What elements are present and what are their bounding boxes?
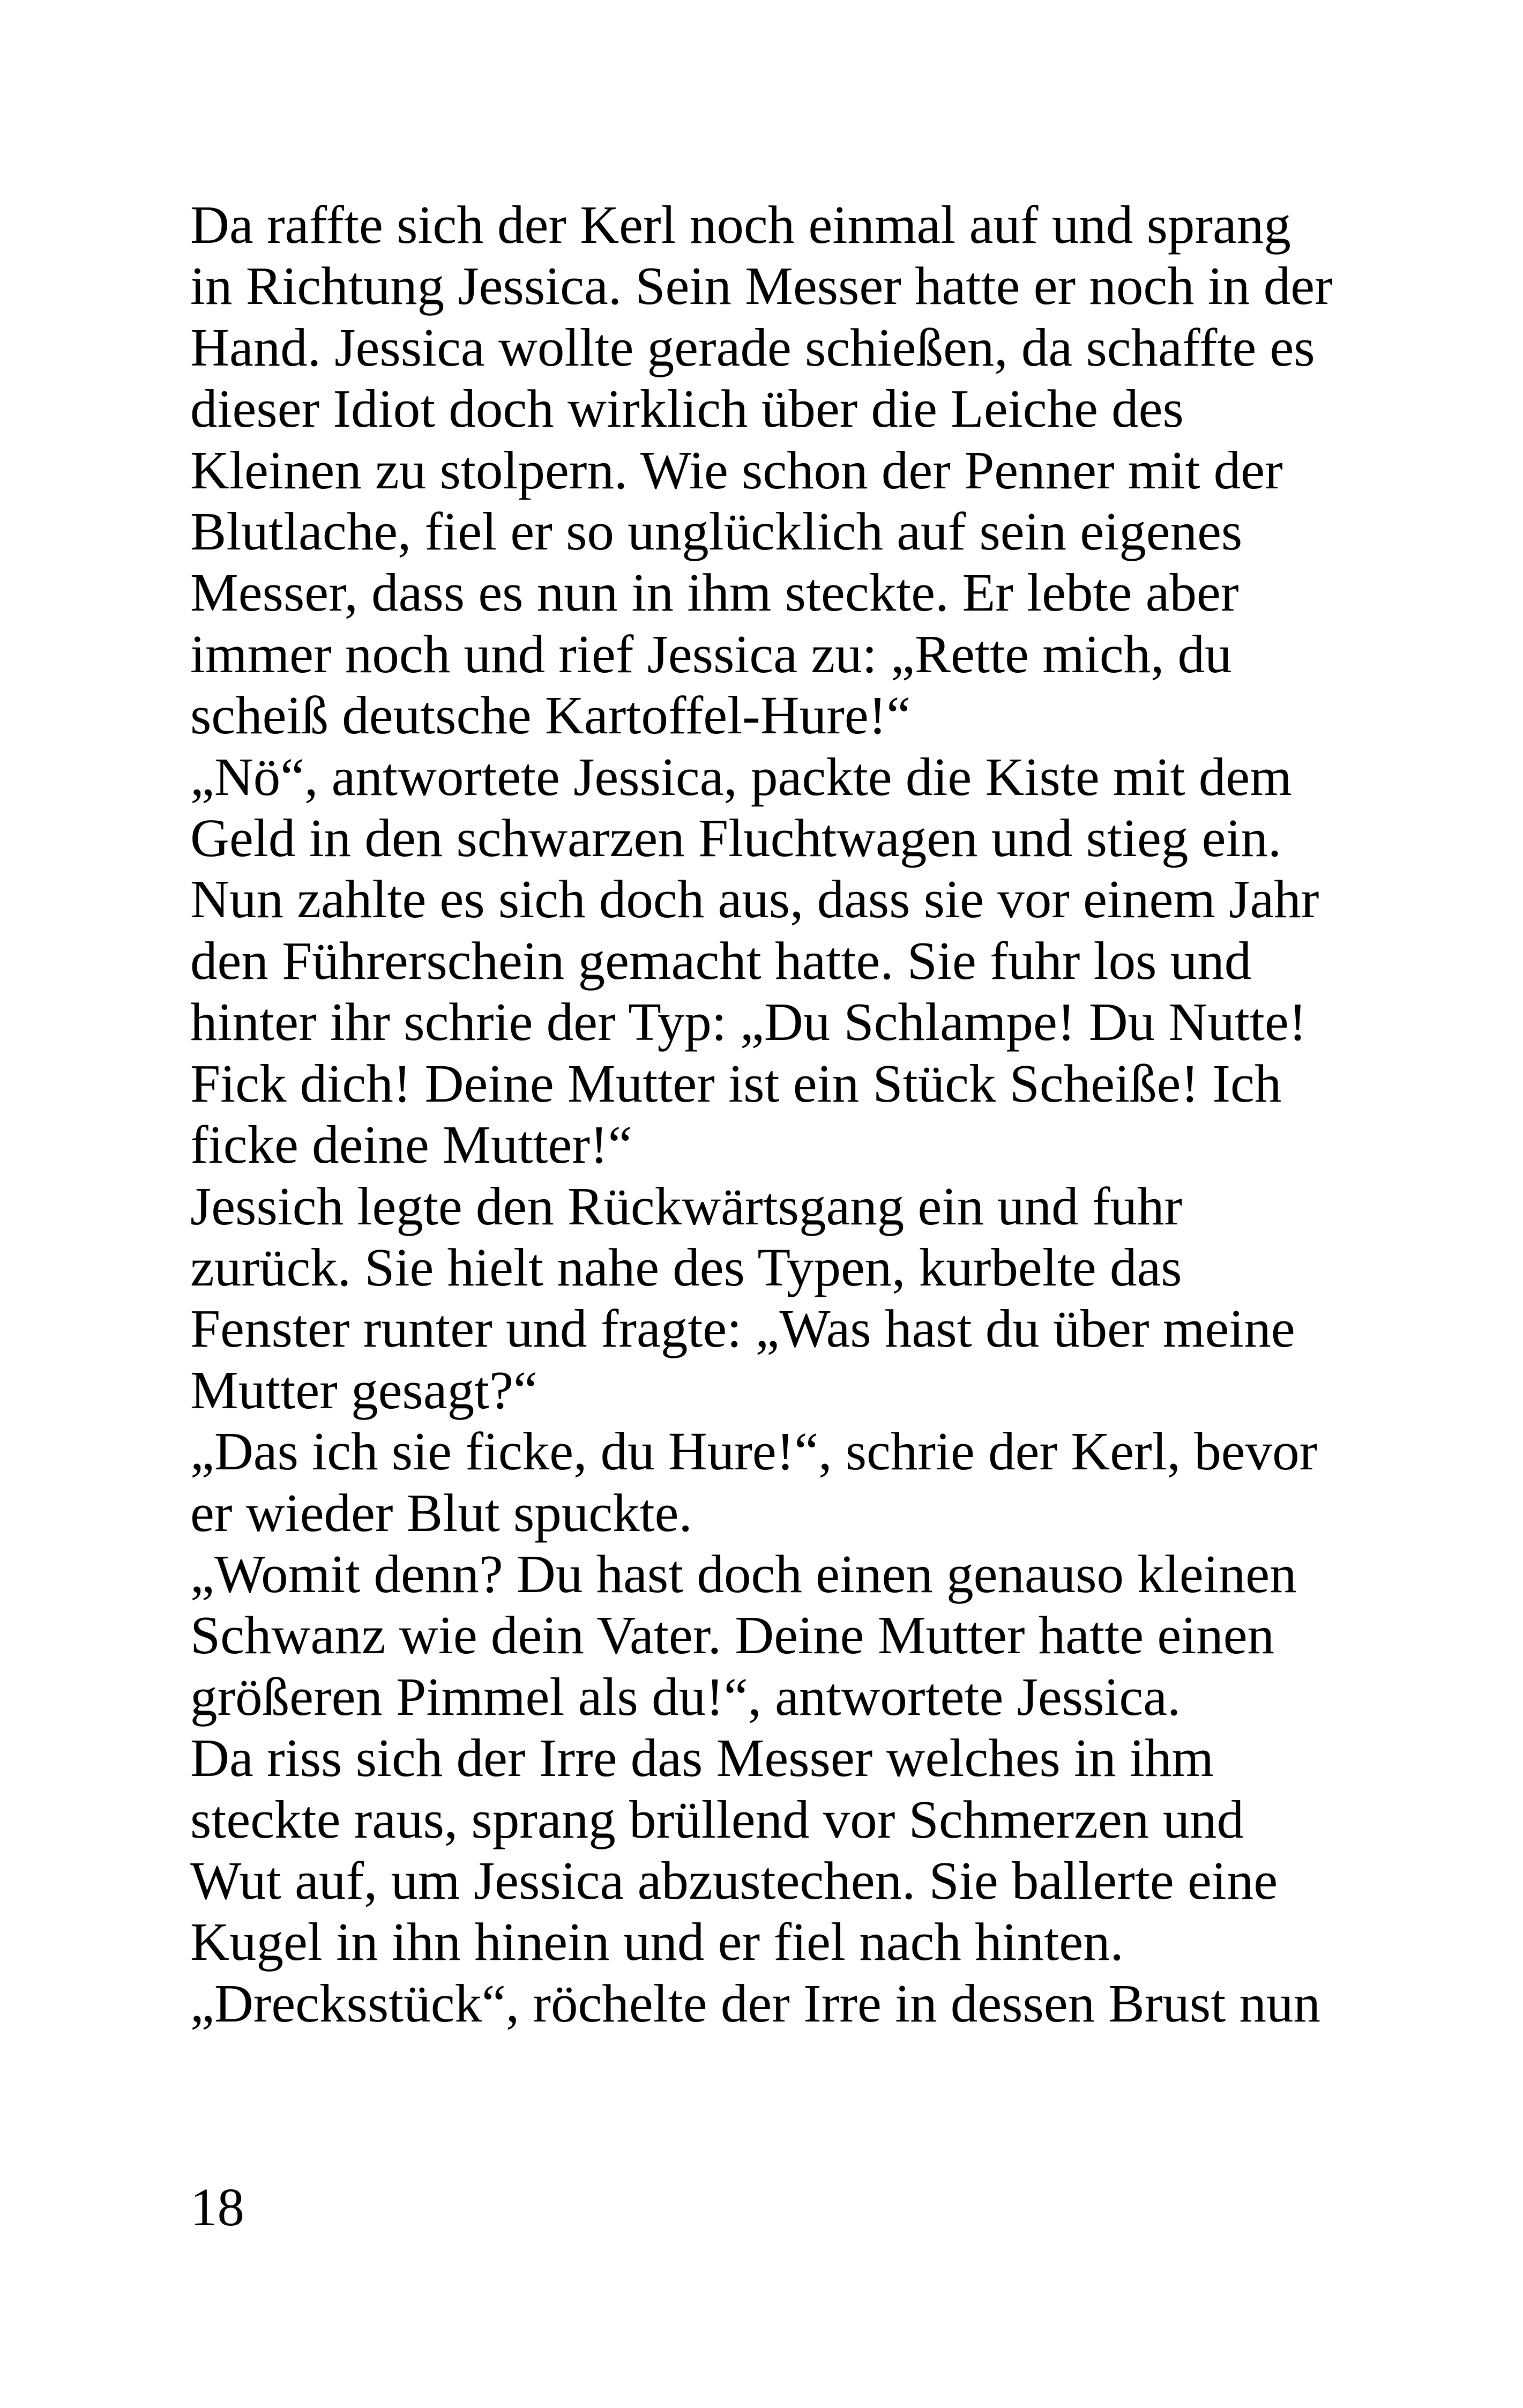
text-line: Fenster runter und fragte: „Was hast du über meine bbox=[190, 1298, 1295, 1359]
text-line: Wut auf, um Jessica abzustechen. Sie ballerte eine bbox=[190, 1850, 1278, 1911]
text-line: er wieder Blut spuckte. bbox=[190, 1482, 692, 1543]
text-line: steckte raus, sprang brüllend vor Schmerzen und bbox=[190, 1789, 1244, 1849]
text-line: „Womit denn? Du hast doch einen genauso kleinen bbox=[190, 1543, 1297, 1604]
text-line: den Führerschein gemacht hatte. Sie fuhr los und bbox=[190, 930, 1252, 991]
text-line: Kleinen zu stolpern. Wie schon der Penner mit der bbox=[190, 440, 1283, 500]
text-line: Kugel in ihn hinein und er fiel nach hinten. bbox=[190, 1912, 1124, 1972]
text-line: „Das ich sie ficke, du Hure!“, schrie der Kerl, bevor bbox=[190, 1421, 1318, 1482]
text-line: „Drecksstück“, röchelte der Irre in dessen Brust nun bbox=[190, 1973, 1321, 2033]
text-line: Da riss sich der Irre das Messer welches in ihm bbox=[190, 1728, 1214, 1788]
text-line: Geld in den schwarzen Fluchtwagen und stieg ein. bbox=[190, 808, 1282, 868]
text-line: Nun zahlte es sich doch aus, dass sie vor einem Jahr bbox=[190, 869, 1319, 930]
text-line: scheiß deutsche Kartoffel-Hure!“ bbox=[190, 685, 911, 746]
text-line: dieser Idiot doch wirklich über die Leiche des bbox=[190, 378, 1184, 439]
text-line: Mutter gesagt?“ bbox=[190, 1359, 537, 1420]
text-line: hinter ihr schrie der Typ: „Du Schlampe! Du Nutte! bbox=[190, 992, 1307, 1052]
text-line: Hand. Jessica wollte gerade schießen, da schaffte es bbox=[190, 317, 1315, 377]
text-line: Schwanz wie dein Vater. Deine Mutter hatte einen bbox=[190, 1605, 1275, 1666]
text-line: Da raffte sich der Kerl noch einmal auf und sprang bbox=[190, 195, 1291, 255]
text-line: Jessich legte den Rückwärtsgang ein und fuhr bbox=[190, 1176, 1183, 1236]
text-line: „Nö“, antwortete Jessica, packte die Kiste mit dem bbox=[190, 746, 1292, 807]
text-line: zurück. Sie hielt nahe des Typen, kurbelte das bbox=[190, 1237, 1182, 1297]
text-line: in Richtung Jessica. Sein Messer hatte er noch in der bbox=[190, 256, 1333, 316]
text-line: ficke deine Mutter!“ bbox=[190, 1114, 632, 1175]
body-text bbox=[190, 194, 1369, 2034]
page-number: 18 bbox=[190, 2177, 244, 2237]
text-line: Messer, dass es nun in ihm steckte. Er lebte aber bbox=[190, 562, 1239, 623]
text-line: Blutlache, fiel er so unglücklich auf sein eigenes bbox=[190, 501, 1243, 562]
text-line: größeren Pimmel als du!“, antwortete Jessica. bbox=[190, 1666, 1181, 1727]
text-line: immer noch und rief Jessica zu: „Rette mich, du bbox=[190, 623, 1232, 684]
text-line: Fick dich! Deine Mutter ist ein Stück Scheiße! Ich bbox=[190, 1053, 1282, 1113]
